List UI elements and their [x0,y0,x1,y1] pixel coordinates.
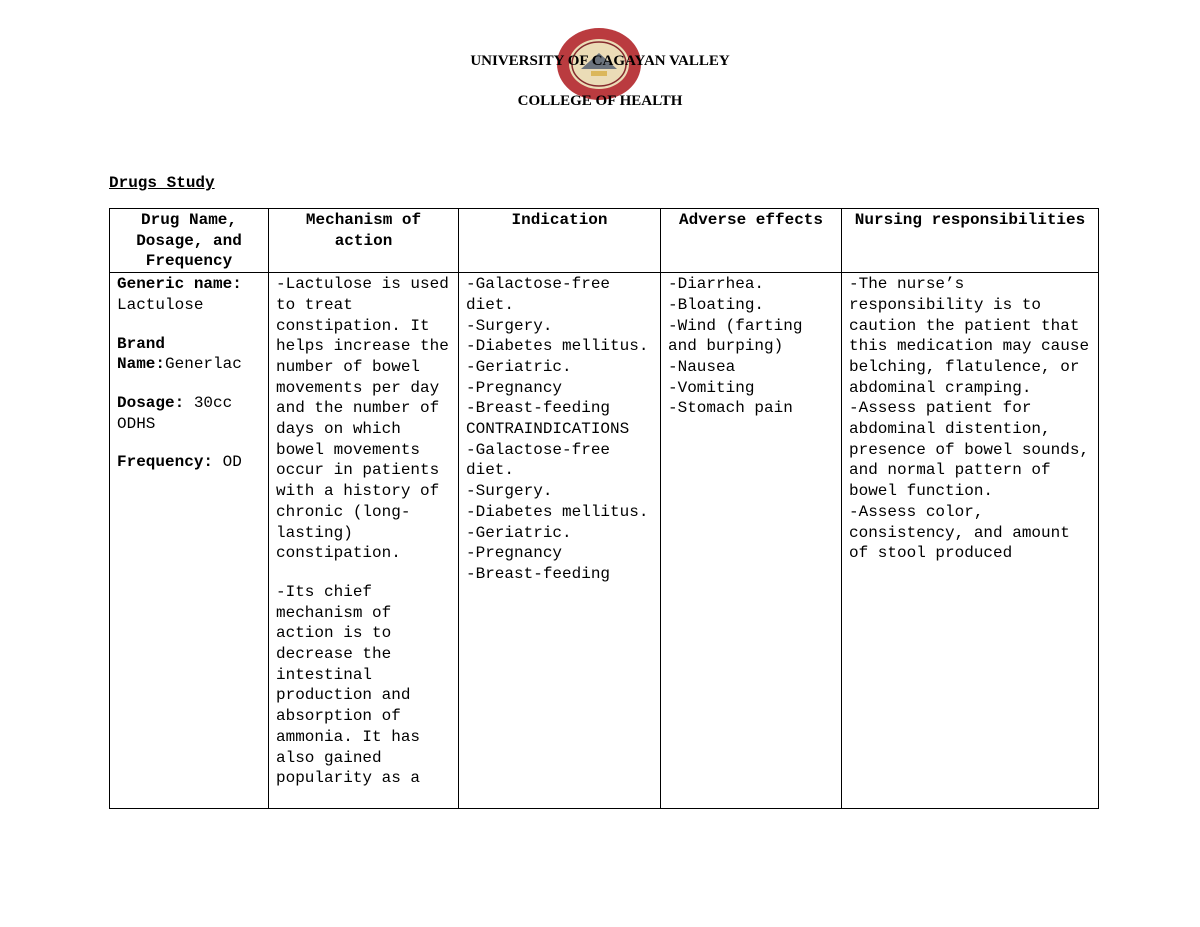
generic-name [117,274,261,315]
frequency-value: OD [222,453,242,472]
brand-name [117,334,261,375]
generic-name-label: Generic name: [117,275,242,294]
header-mechanism: Mechanism of action [269,209,459,273]
mechanism-paragraph: -Its chief mechanism of action is to decrease the intestinal production and absorption of ammonia. It has also gained popularity as a [276,582,421,788]
university-name: UNIVERSITY OF CAGAYAN VALLEY [470,53,730,69]
table-header-row [110,209,1099,273]
brand-name-value: Generlac [165,355,242,374]
drug-study-table [109,208,1099,809]
dosage-value: 30cc ODHS [117,393,233,433]
frequency-label: Frequency: [117,453,214,472]
header-drug-name: Drug Name, Dosage, and Frequency [110,209,269,273]
adverse-effects-cell: -Diarrhea. -Bloating. -Wind (farting and burping) -Nausea -Vomiting -Stomach pain [661,273,842,809]
table-row [110,273,1099,809]
header-adverse-effects: Adverse effects [661,209,842,273]
mechanism-cell [269,273,459,809]
nursing-cell: -The nurse’s responsibility is to caution the patient that this medication may cause belching, flatulence, or abdominal cramping. -Assess patient for abdominal distention, presence of bowel sounds, and normal pattern of bowel function. -Assess color, consistency, and amount of stool produced [842,273,1099,809]
page-title: Drugs Study [109,174,215,192]
mechanism-paragraph: -Lactulose is used to treat constipation. It helps increase the number of bowel movements per day and the number of days on which bowel movements occur in patients with a history of chronic (long-lasting) constipation. [276,275,449,563]
frequency [117,452,261,473]
brand-name-label: Brand Name: [117,334,166,374]
header-nursing: Nursing responsibilities [842,209,1099,273]
indication-cell: -Galactose-free diet. -Surgery. -Diabetes mellitus. -Geriatric. -Pregnancy -Breast-feeding CONTRAINDICATIONS -Galactose-free diet. -Surgery. -Diabetes mellitus. -Geriatric. -Pregnancy -Breast-feeding [459,273,661,809]
dosage-label: Dosage: [117,393,185,412]
drug-info-cell [110,273,269,809]
dosage [117,393,261,434]
generic-name-value: Lactulose [117,295,204,314]
header-indication: Indication [459,209,661,273]
college-name: COLLEGE OF HEALTH [517,93,683,109]
